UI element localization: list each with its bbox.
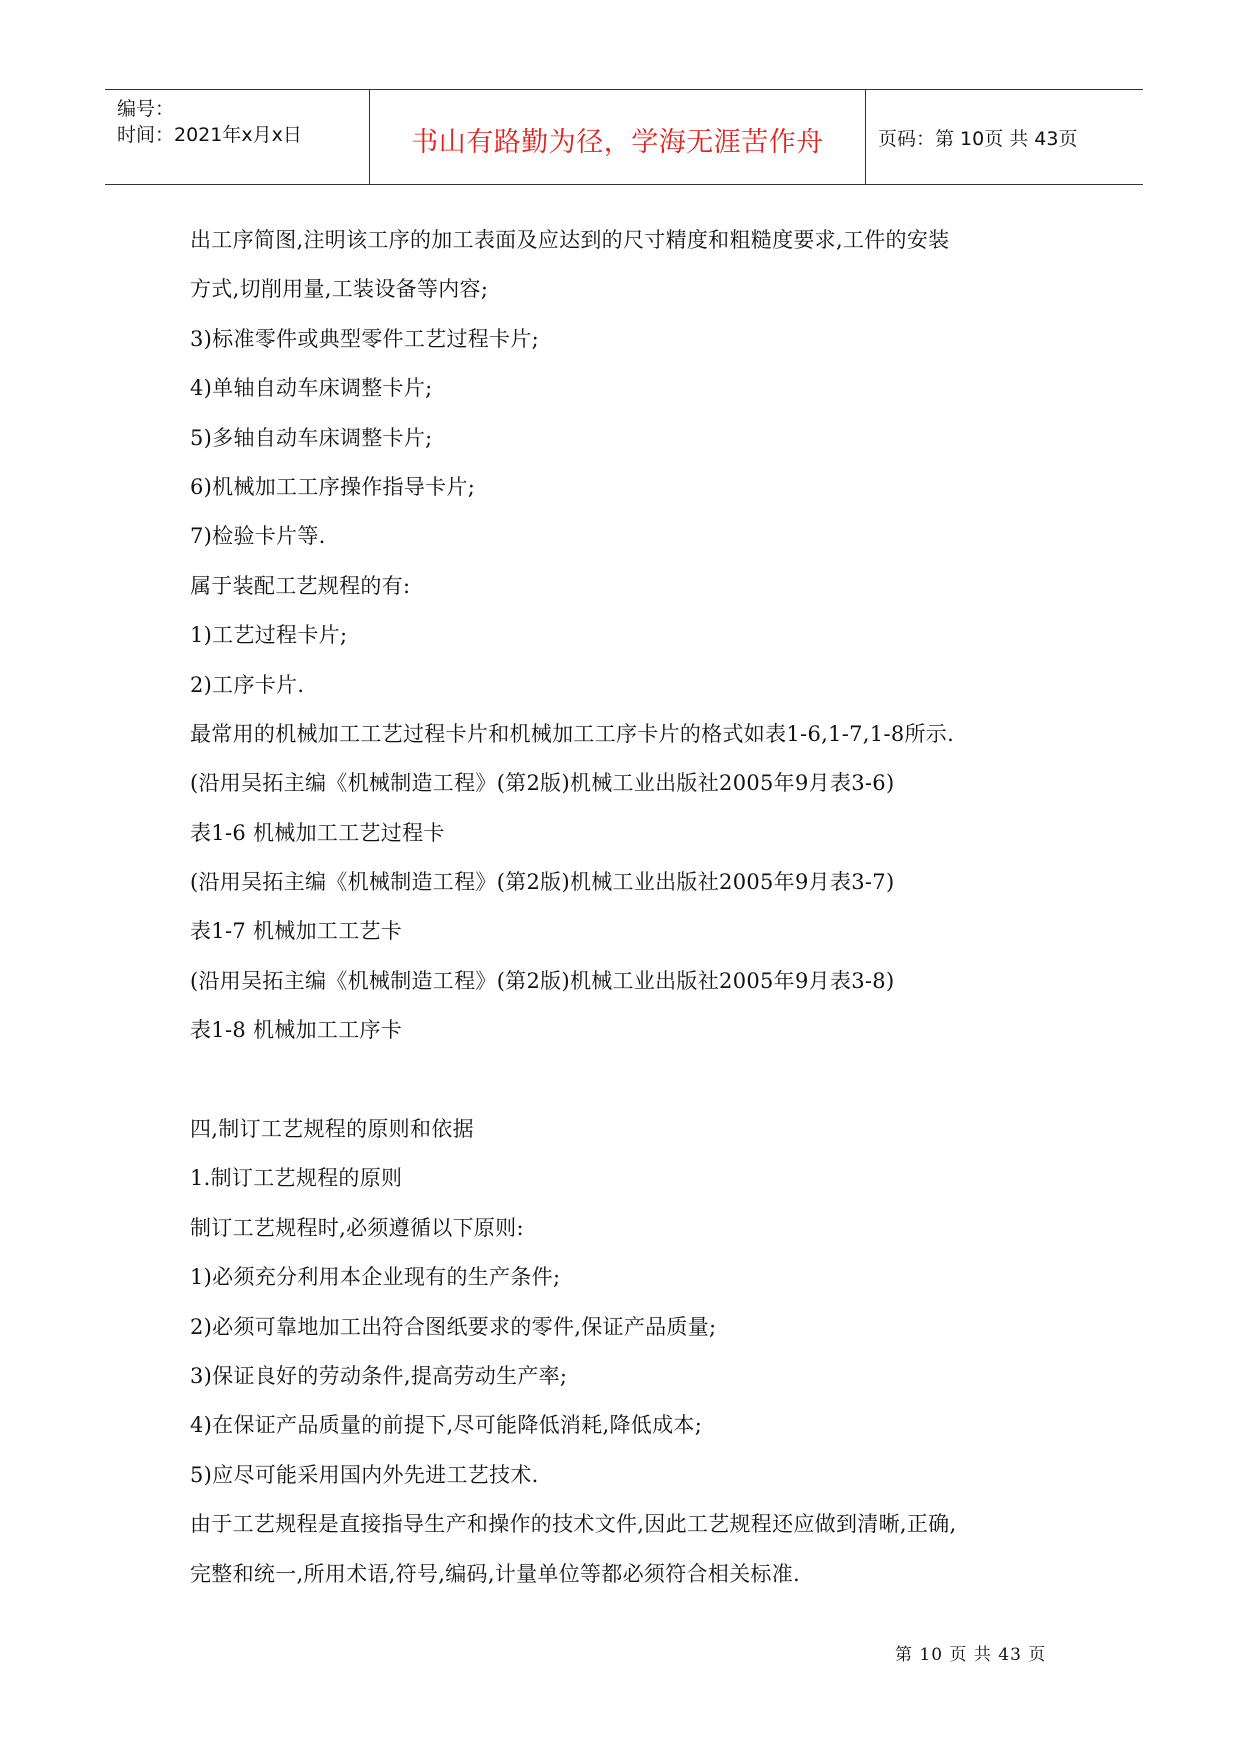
header-left-cell <box>105 90 370 184</box>
list-item: 2)必须可靠地加工出符合图纸要求的零件,保证产品质量; <box>190 1314 717 1339</box>
body-line: (沿用吴拓主编《机械制造工程》(第2版)机械工业出版社2005年9月表3-6) <box>190 771 895 796</box>
section-heading: 四,制订工艺规程的原则和依据 <box>190 1117 474 1142</box>
header-right-cell <box>866 90 1143 184</box>
page-footer: 第 10 页 共 43 页 <box>895 1645 1047 1665</box>
document-time-label: 时间：2021年x月x日 <box>117 124 302 146</box>
list-item: 4)在保证产品质量的前提下,尽可能降低消耗,降低成本; <box>190 1413 703 1438</box>
list-item: 5)应尽可能采用国内外先进工艺技术. <box>190 1462 539 1487</box>
body-line: 5)多轴自动车床调整卡片; <box>190 425 433 450</box>
body-line: 4)单轴自动车床调整卡片; <box>190 376 433 401</box>
header-page-info: 页码：第 10页 共 43页 <box>878 128 1078 150</box>
body-line: 方式,切削用量,工装设备等内容; <box>190 277 489 302</box>
table-caption: 表1-7 机械加工工艺卡 <box>190 919 403 944</box>
table-caption: 表1-6 机械加工工艺过程卡 <box>190 820 445 845</box>
body-line: (沿用吴拓主编《机械制造工程》(第2版)机械工业出版社2005年9月表3-7) <box>190 870 895 895</box>
body-line: 6)机械加工工序操作指导卡片; <box>190 474 476 499</box>
header-middle-cell <box>370 90 866 184</box>
body-line: 7)检验卡片等. <box>190 524 326 549</box>
body-line: 出工序简图,注明该工序的加工表面及应达到的尺寸精度和粗糙度要求,工件的安装 <box>190 228 950 252</box>
body-line: (沿用吴拓主编《机械制造工程》(第2版)机械工业出版社2005年9月表3-8) <box>190 968 895 993</box>
list-item: 3)保证良好的劳动条件,提高劳动生产率; <box>190 1363 568 1388</box>
body-line: 由于工艺规程是直接指导生产和操作的技术文件,因此工艺规程还应做到清晰,正确, <box>190 1512 957 1537</box>
document-number-label: 编号： <box>117 98 175 120</box>
document-body <box>190 216 1090 1599</box>
list-item: 1)必须充分利用本企业现有的生产条件; <box>190 1265 561 1290</box>
body-line: 制订工艺规程时,必须遵循以下原则: <box>190 1215 524 1240</box>
page-header <box>105 89 1143 185</box>
body-line: 1)工艺过程卡片; <box>190 623 348 648</box>
blank-line <box>190 1056 1090 1105</box>
subsection-heading: 1.制订工艺规程的原则 <box>190 1166 403 1191</box>
header-motto: 书山有路勤为径，学海无涯苦作舟 <box>411 127 824 158</box>
body-line: 最常用的机械加工工艺过程卡片和机械加工工序卡片的格式如表1-6,1-7,1-8所示. <box>190 721 955 746</box>
body-line: 3)标准零件或典型零件工艺过程卡片; <box>190 326 540 351</box>
table-caption: 表1-8 机械加工工序卡 <box>190 1018 403 1043</box>
body-line: 完整和统一,所用术语,符号,编码,计量单位等都必须符合相关标准. <box>190 1561 800 1586</box>
body-line: 属于装配工艺规程的有: <box>190 573 411 598</box>
body-line: 2)工序卡片. <box>190 672 305 697</box>
